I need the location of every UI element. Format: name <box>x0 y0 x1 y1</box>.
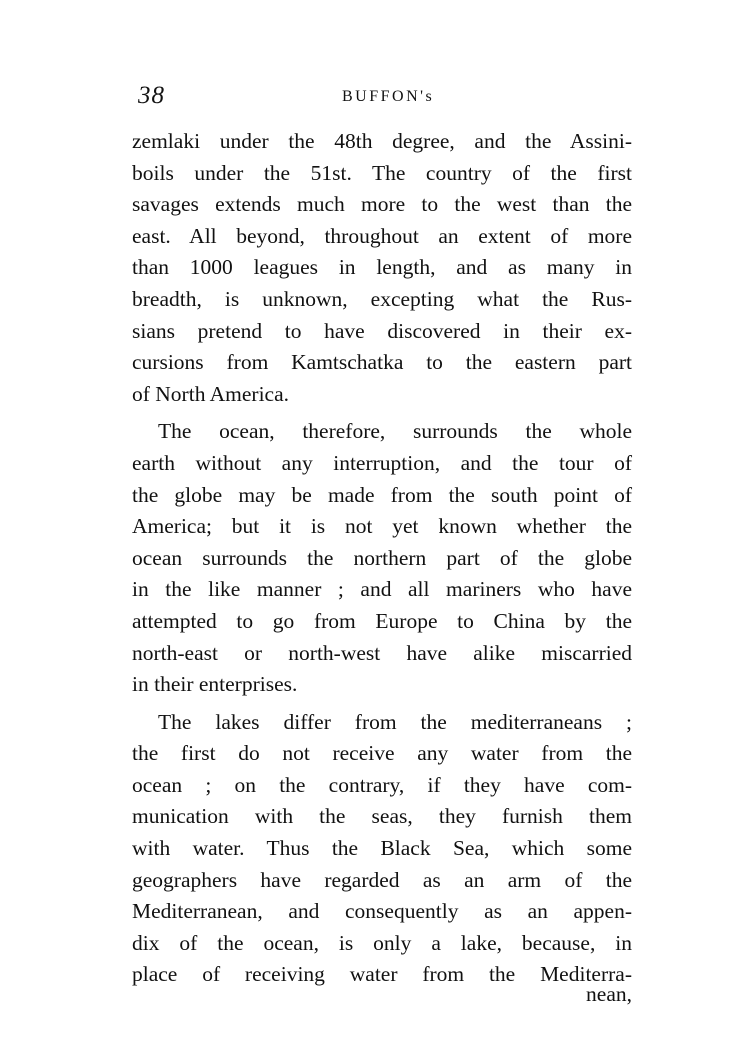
text-line: the globe may be made from the south point of <box>132 482 632 507</box>
paragraph <box>132 126 632 410</box>
text-line: America; but it is not yet known whether the <box>132 514 632 539</box>
text-line: ocean surrounds the northern part of the globe <box>132 545 632 570</box>
text-line: in the like manner ; and all mariners who have <box>132 577 632 602</box>
text-line: east. All beyond, throughout an extent of more <box>132 223 632 248</box>
text-line: geographers have regarded as an arm of the <box>132 867 632 892</box>
text-line: The lakes differ from the mediterraneans ; <box>158 709 632 734</box>
text-line: The ocean, therefore, surrounds the whole <box>158 419 632 444</box>
text-line: munication with the seas, they furnish them <box>132 804 632 829</box>
text-line: of North America. <box>132 381 290 406</box>
text-line: in their enterprises. <box>132 672 298 697</box>
text-line: the first do not receive any water from the <box>132 741 632 766</box>
text-line: zemlaki under the 48th degree, and the Assini- <box>132 129 632 153</box>
text-line: Mediterranean, and consequently as an appen- <box>132 899 632 924</box>
text-line: with water. Thus the Black Sea, which some <box>132 836 632 861</box>
paragraph <box>132 416 632 700</box>
text-line: cursions from Kamtschatka to the eastern part <box>132 350 632 375</box>
text-line: breadth, is unknown, excepting what the Rus- <box>132 286 632 311</box>
text-line: sians pretend to have discovered in their ex- <box>132 318 632 343</box>
text-line: attempted to go from Europe to China by the <box>132 608 632 633</box>
text-line: savages extends much more to the west than the <box>132 192 632 217</box>
text-line: earth without any interruption, and the tour of <box>132 450 632 475</box>
catchword: nean, <box>586 982 632 1006</box>
text-line: north-east or north-west have alike miscarried <box>132 640 632 665</box>
text-line: ocean ; on the contrary, if they have com- <box>132 772 632 797</box>
page-number: 38 <box>138 82 165 109</box>
text-line: place of receiving water from the Mediterra- <box>132 962 632 987</box>
page-header <box>132 82 632 118</box>
running-head: BUFFON's <box>342 88 435 105</box>
paragraph <box>132 707 632 991</box>
body-text <box>132 126 632 991</box>
text-line: than 1000 leagues in length, and as many in <box>132 255 632 280</box>
text-line: boils under the 51st. The country of the first <box>132 160 632 185</box>
text-line: dix of the ocean, is only a lake, because, in <box>132 930 632 955</box>
